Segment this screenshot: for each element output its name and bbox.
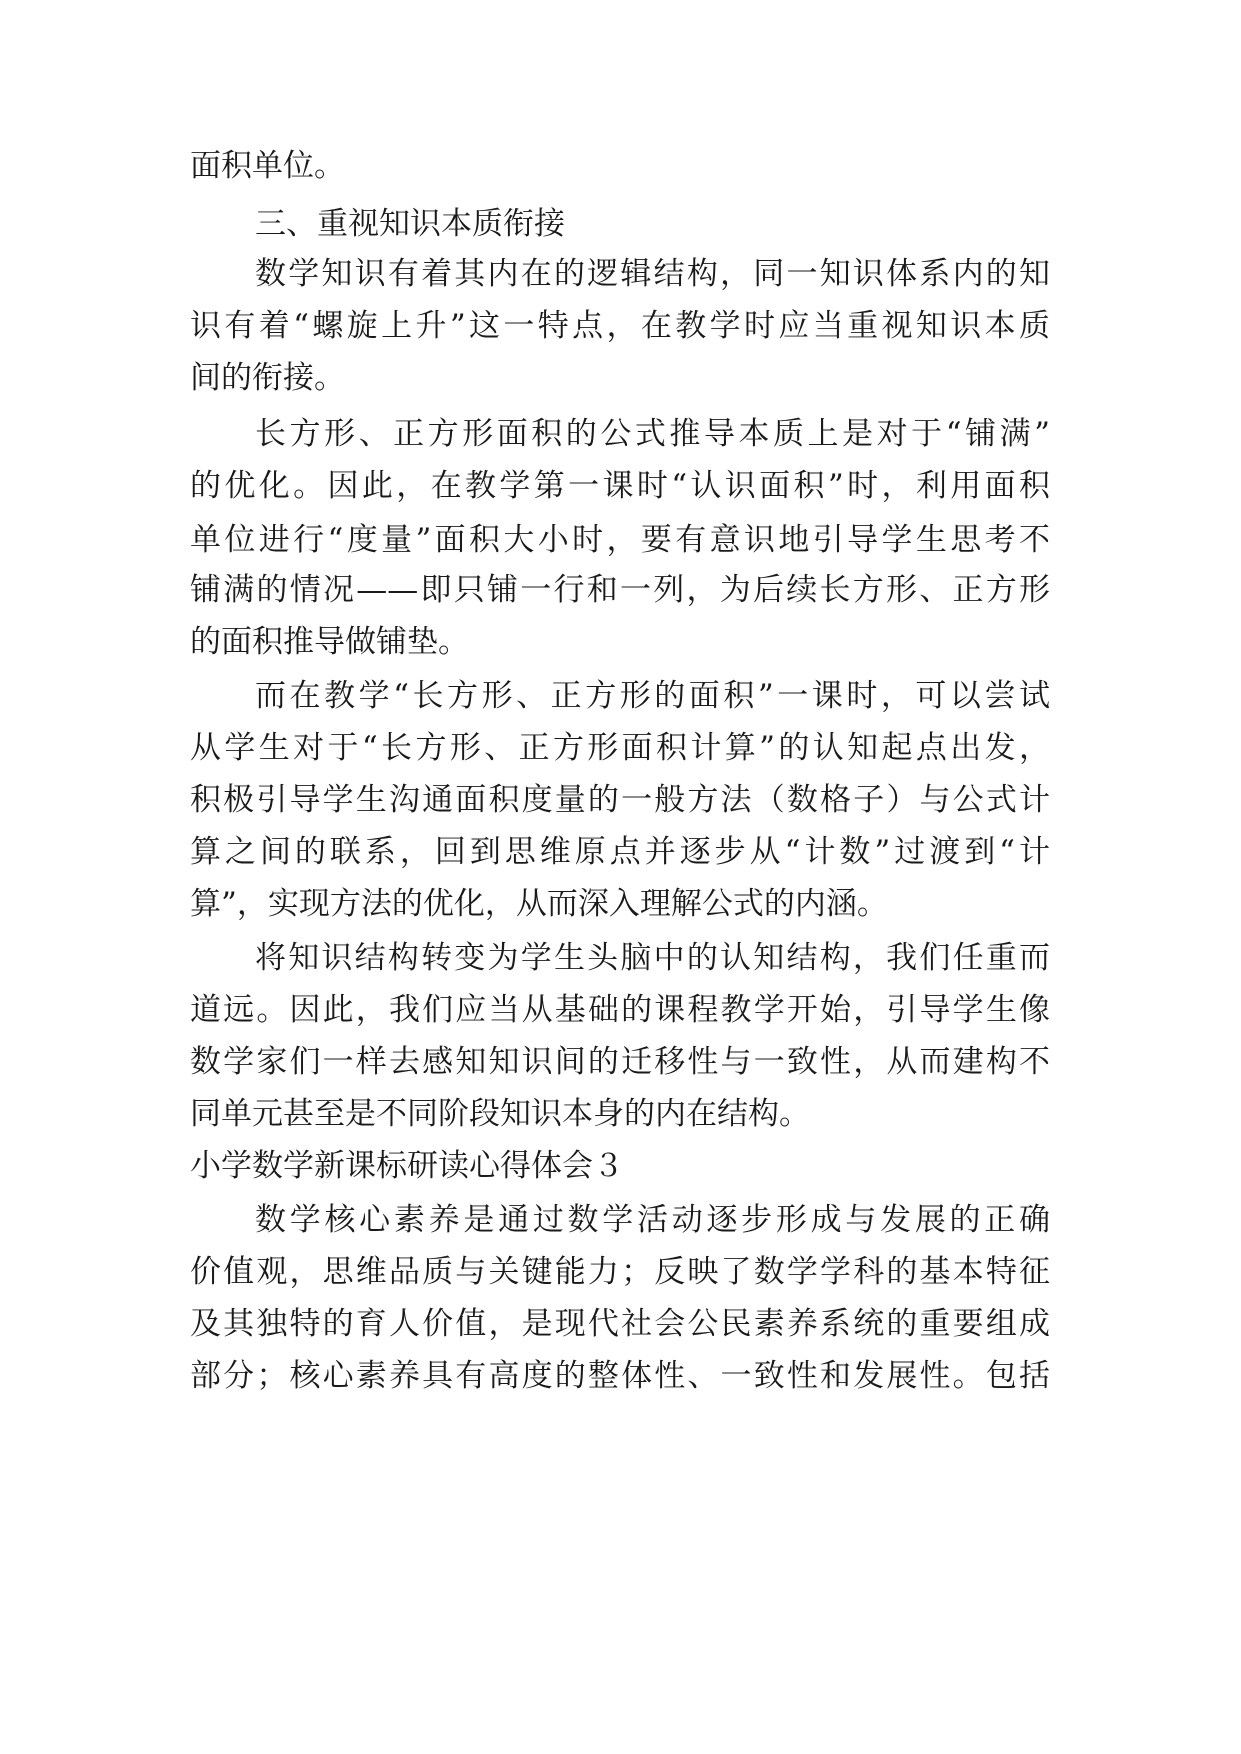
paragraph-line: 积极引导学生沟通面积度量的一般方法（数格子）与公式计 bbox=[190, 782, 1050, 818]
paragraph-line: 数学知识有着其内在的逻辑结构，同一知识体系内的知 bbox=[255, 256, 1050, 292]
paragraph-line: 从学生对于“长方形、正方形面积计算”的认知起点出发， bbox=[190, 730, 1050, 766]
paragraph-line: 及其独特的育人价值，是现代社会公民素养系统的重要组成 bbox=[190, 1306, 1050, 1342]
paragraph-line: 间的衔接。 bbox=[190, 360, 345, 396]
paragraph-line: 铺满的情况——即只铺一行和一列，为后续长方形、正方形 bbox=[190, 572, 1050, 608]
paragraph-line: 数学家们一样去感知知识间的迁移性与一致性，从而建构不 bbox=[190, 1044, 1050, 1080]
paragraph-line: 算之间的联系，回到思维原点并逐步从“计数”过渡到“计 bbox=[190, 834, 1050, 870]
paragraph-line: 算”，实现方法的优化，从而深入理解公式的内涵。 bbox=[190, 886, 888, 922]
paragraph-line: 价值观，思维品质与关键能力；反映了数学学科的基本特征 bbox=[190, 1254, 1050, 1290]
paragraph-line: 道远。因此，我们应当从基础的课程教学开始，引导学生像 bbox=[190, 992, 1050, 1028]
paragraph-line: 的优化。因此，在教学第一课时“认识面积”时，利用面积 bbox=[190, 468, 1050, 504]
paragraph-line: 长方形、正方形面积的公式推导本质上是对于“铺满” bbox=[255, 416, 1050, 452]
paragraph-line: 识有着“螺旋上升”这一特点，在教学时应当重视知识本质 bbox=[190, 308, 1050, 344]
section-heading: 三、重视知识本质衔接 bbox=[255, 206, 565, 242]
paragraph-line: 数学核心素养是通过数学活动逐步形成与发展的正确 bbox=[255, 1202, 1050, 1238]
paragraph-line: 部分；核心素养具有高度的整体性、一致性和发展性。包括 bbox=[190, 1358, 1050, 1394]
paragraph-line: 将知识结构转变为学生头脑中的认知结构，我们任重而 bbox=[255, 940, 1050, 976]
paragraph-line: 的面积推导做铺垫。 bbox=[190, 624, 469, 660]
paragraph-line: 面积单位。 bbox=[190, 148, 345, 184]
paragraph-line: 而在教学“长方形、正方形的面积”一课时，可以尝试 bbox=[255, 678, 1050, 714]
paragraph-line: 同单元甚至是不同阶段知识本身的内在结构。 bbox=[190, 1096, 810, 1132]
paragraph-line: 单位进行“度量”面积大小时，要有意识地引导学生思考不 bbox=[190, 522, 1050, 558]
article-title: 小学数学新课标研读心得体会３ bbox=[190, 1148, 624, 1184]
